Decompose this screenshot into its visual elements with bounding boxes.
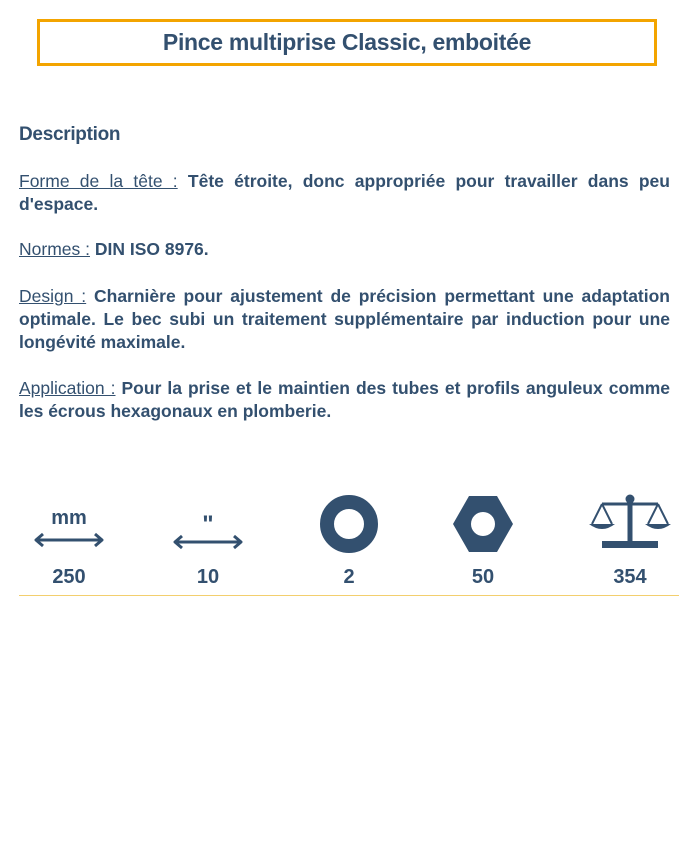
paragraph-label: Forme de la tête :: [19, 171, 178, 191]
paragraph-standards: [19, 238, 670, 261]
paragraph-head-shape: [19, 170, 670, 216]
spec-value: 10: [196, 566, 220, 588]
paragraph-text: Charnière pour ajustement de précision permettant une adaptation optimale. Le bec subi un traitement supplémentaire par induction pour une longévité maximale.: [19, 286, 670, 352]
paragraph-label: Design :: [19, 286, 87, 306]
paragraph-design: [19, 285, 670, 354]
round-washer-icon: [299, 490, 399, 556]
spec-value: 50: [471, 566, 495, 588]
spec-value: 354: [613, 566, 647, 588]
spec-length-inch: [158, 490, 258, 590]
spec-value: 2: [343, 566, 355, 588]
length-mm-icon: [19, 490, 119, 556]
paragraph-text: Pour la prise et le maintien des tubes et profils anguleux comme les écrous hexagonaux en plomberie.: [19, 378, 670, 421]
spec-value: 250: [52, 566, 86, 588]
paragraph-application: [19, 377, 670, 423]
spec-weight: [580, 490, 680, 590]
spec-length-mm: [19, 490, 119, 590]
unit-label: mm: [51, 507, 87, 529]
hex-nut-icon: [433, 490, 533, 556]
description-heading: Description: [19, 124, 121, 145]
spec-hex-capacity: [433, 490, 533, 590]
divider: [19, 595, 679, 596]
unit-label: ": [202, 511, 214, 538]
paragraph-text: DIN ISO 8976.: [89, 239, 209, 259]
page-title: Pince multiprise Classic, emboitée: [162, 29, 532, 55]
spec-round-capacity: [299, 490, 399, 590]
weight-scale-icon: [580, 490, 680, 556]
length-inch-icon: [158, 490, 258, 556]
paragraph-text: Tête étroite, donc appropriée pour travailler dans peu d'espace.: [19, 171, 670, 214]
paragraph-label: Normes :: [19, 239, 90, 259]
title-box: [37, 19, 657, 66]
spec-row: [0, 490, 700, 600]
paragraph-label: Application :: [19, 378, 116, 398]
